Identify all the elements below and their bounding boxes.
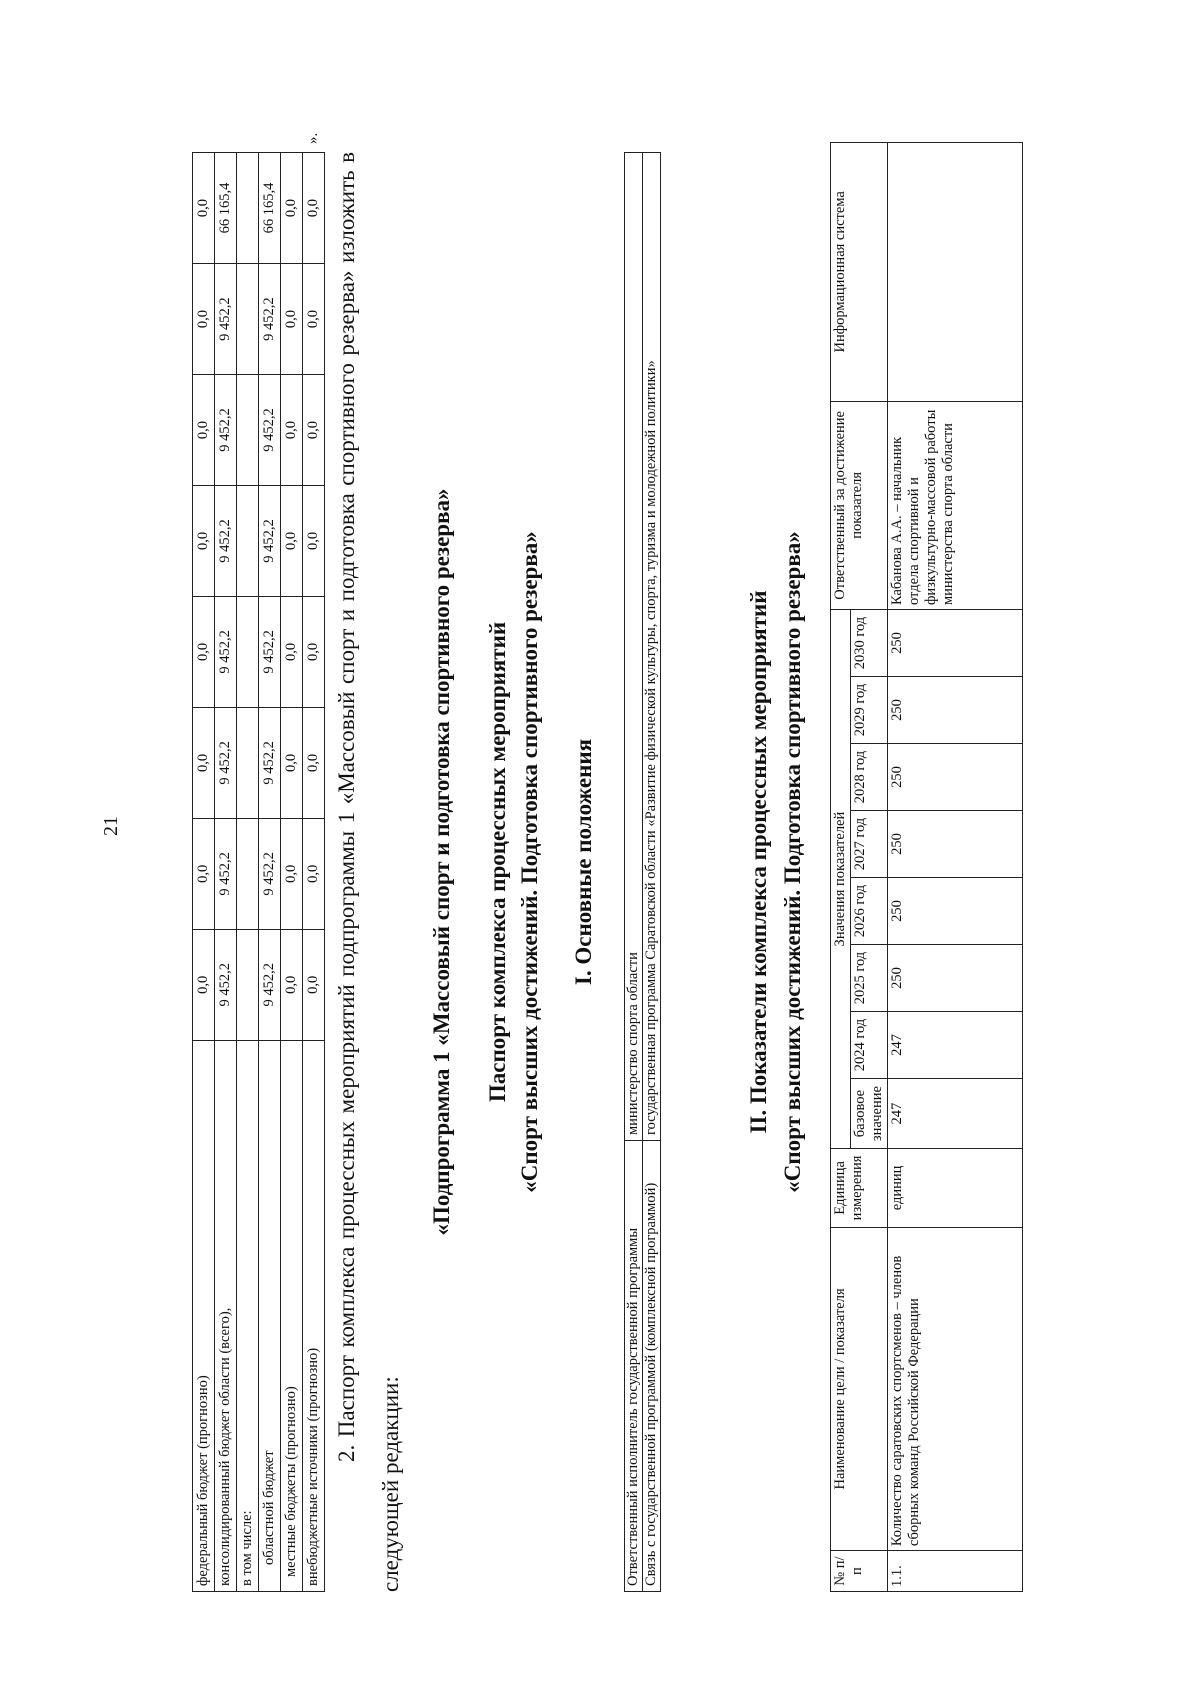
row-responsible: Кабанова А.А. – начальник отдела спортивной и физкультурно-массовой работы министерства спорта области xyxy=(888,401,1023,609)
passport-heading-line2: «Спорт высших достижений. Подготовка спортивного резерва» xyxy=(517,531,542,1193)
budget-value-cell xyxy=(237,153,259,264)
budget-row-label: внебюджетные источники (прогнозно) xyxy=(303,1040,325,1591)
budget-value-cell: 0,0 xyxy=(303,375,325,486)
budget-value-cell: 9 452,2 xyxy=(215,929,237,1040)
budget-value-cell: 0,0 xyxy=(281,707,303,818)
header-num: № п/п xyxy=(831,1551,888,1592)
header-year: 2025 год xyxy=(851,945,888,1012)
section1-heading: I. Основные положения xyxy=(571,738,596,986)
info-label: Ответственный исполнитель государственной программы xyxy=(625,1141,643,1592)
row-year-value: 250 xyxy=(888,677,1023,744)
budget-value-cell: 0,0 xyxy=(303,153,325,264)
header-name: Наименование цели / показателя xyxy=(831,1227,888,1551)
budget-value-cell: 0,0 xyxy=(303,707,325,818)
budget-value-cell: 0,0 xyxy=(303,929,325,1040)
info-value: государственная программа Саратовской области «Развитие физической культуры, спорта, туризма и молодежной политики» xyxy=(643,153,661,1141)
budget-value-cell: 0,0 xyxy=(193,264,215,375)
budget-value-cell: 66 165,4 xyxy=(259,153,281,264)
budget-value-cell: 0,0 xyxy=(281,485,303,596)
page-number: 21 xyxy=(100,816,122,836)
budget-value-cell: 0,0 xyxy=(281,375,303,486)
budget-value-cell: 9 452,2 xyxy=(259,375,281,486)
budget-row-label: в том числе: xyxy=(237,1040,259,1591)
budget-value-cell: 0,0 xyxy=(281,153,303,264)
budget-row-label: консолидированный бюджет области (всего), xyxy=(215,1040,237,1591)
budget-value-cell: 9 452,2 xyxy=(215,596,237,707)
budget-row xyxy=(259,153,281,1592)
header-unit: Единица измерения xyxy=(831,1149,888,1228)
budget-value-cell: 9 452,2 xyxy=(215,818,237,929)
budget-value-cell: 66 165,4 xyxy=(215,153,237,264)
basic-info-table xyxy=(624,152,661,1592)
row-system xyxy=(888,143,1023,402)
row-year-value: 247 xyxy=(888,1012,1023,1079)
budget-row xyxy=(303,153,325,1592)
budget-value-cell: 9 452,2 xyxy=(215,707,237,818)
section2-heading-line2: «Спорт высших достижений. Подготовка спортивного резерва» xyxy=(780,531,805,1193)
budget-value-cell: 9 452,2 xyxy=(259,596,281,707)
row-unit: единиц xyxy=(888,1149,1023,1228)
budget-value-cell xyxy=(237,929,259,1040)
budget-value-cell xyxy=(237,375,259,486)
passport-heading xyxy=(482,132,546,1592)
header-year: 2024 год xyxy=(851,1012,888,1079)
closing-quote: ». xyxy=(305,132,321,144)
budget-value-cell: 0,0 xyxy=(303,596,325,707)
budget-row xyxy=(215,153,237,1592)
budget-value-cell xyxy=(237,707,259,818)
header-year: 2027 год xyxy=(851,811,888,878)
indicators-table xyxy=(830,142,1023,1592)
budget-value-cell: 0,0 xyxy=(281,264,303,375)
budget-value-cell: 0,0 xyxy=(193,153,215,264)
budget-value-cell xyxy=(237,596,259,707)
budget-row xyxy=(237,153,259,1592)
indicators-header-row xyxy=(831,143,851,1592)
row-year-value: 250 xyxy=(888,744,1023,811)
budget-value-cell: 0,0 xyxy=(193,375,215,486)
budget-value-cell: 9 452,2 xyxy=(215,264,237,375)
row-name: Количество саратовских спортсменов – членов сборных команд Российской Федерации xyxy=(888,1227,1023,1551)
info-label: Связь с государственной программой (комплексной программой) xyxy=(643,1141,661,1592)
budget-value-cell: 9 452,2 xyxy=(215,485,237,596)
budget-value-cell: 0,0 xyxy=(193,929,215,1040)
info-value: министерство спорта области xyxy=(625,153,643,1141)
header-responsible: Ответственный за достижение показателя xyxy=(831,401,888,609)
table-row xyxy=(888,143,1023,1592)
budget-value-cell: 0,0 xyxy=(303,485,325,596)
row-year-value: 250 xyxy=(888,610,1023,677)
budget-value-cell: 0,0 xyxy=(193,596,215,707)
header-year: 2028 год xyxy=(851,744,888,811)
header-year: 2026 год xyxy=(851,878,888,945)
subprogram-heading: «Подпрограмма 1 «Массовый спорт и подготовка спортивного резерва» xyxy=(429,488,454,1236)
row-year-value: 250 xyxy=(888,878,1023,945)
budget-value-cell xyxy=(237,485,259,596)
amendment-paragraph: 2. Паспорт комплекса процессных мероприятий подпрограммы 1 «Массовый спорт и подготовка спортивного резерва» изложить в следующей редакции: xyxy=(334,152,403,1592)
section2-heading-line1: II. Показатели комплекса процессных мероприятий xyxy=(746,590,771,1134)
row-year-value: 250 xyxy=(888,811,1023,878)
header-system: Информационная система xyxy=(831,143,888,402)
header-values-group: Значения показателей xyxy=(831,610,851,1149)
budget-value-cell: 0,0 xyxy=(193,707,215,818)
row-base: 247 xyxy=(888,1079,1023,1149)
budget-row-label: местные бюджеты (прогнозно) xyxy=(281,1040,303,1591)
budget-row xyxy=(281,153,303,1592)
section2-heading xyxy=(742,132,810,1592)
header-year: 2030 год xyxy=(851,610,888,677)
budget-value-cell: 0,0 xyxy=(193,485,215,596)
info-row xyxy=(643,153,661,1592)
budget-value-cell xyxy=(237,818,259,929)
budget-value-cell: 0,0 xyxy=(281,818,303,929)
budget-row-label: областной бюджет xyxy=(259,1040,281,1591)
budget-value-cell: 9 452,2 xyxy=(259,707,281,818)
row-year-value: 250 xyxy=(888,945,1023,1012)
budget-row-label: федеральный бюджет (прогнозно) xyxy=(193,1040,215,1591)
info-row xyxy=(625,153,643,1592)
budget-value-cell: 9 452,2 xyxy=(259,264,281,375)
budget-value-cell: 9 452,2 xyxy=(259,485,281,596)
budget-value-cell: 9 452,2 xyxy=(259,929,281,1040)
budget-table xyxy=(192,152,325,1592)
budget-value-cell: 9 452,2 xyxy=(259,818,281,929)
rotated-page-content xyxy=(192,132,1112,1592)
budget-value-cell: 0,0 xyxy=(193,818,215,929)
header-base: базовое значение xyxy=(851,1079,888,1149)
budget-value-cell: 9 452,2 xyxy=(215,375,237,486)
budget-value-cell: 0,0 xyxy=(303,264,325,375)
budget-value-cell: 0,0 xyxy=(281,596,303,707)
header-year: 2029 год xyxy=(851,677,888,744)
budget-value-cell: 0,0 xyxy=(303,818,325,929)
budget-row xyxy=(193,153,215,1592)
budget-value-cell: 0,0 xyxy=(281,929,303,1040)
budget-value-cell xyxy=(237,264,259,375)
row-num: 1.1. xyxy=(888,1551,1023,1592)
passport-heading-line1: Паспорт комплекса процессных мероприятий xyxy=(485,621,510,1103)
